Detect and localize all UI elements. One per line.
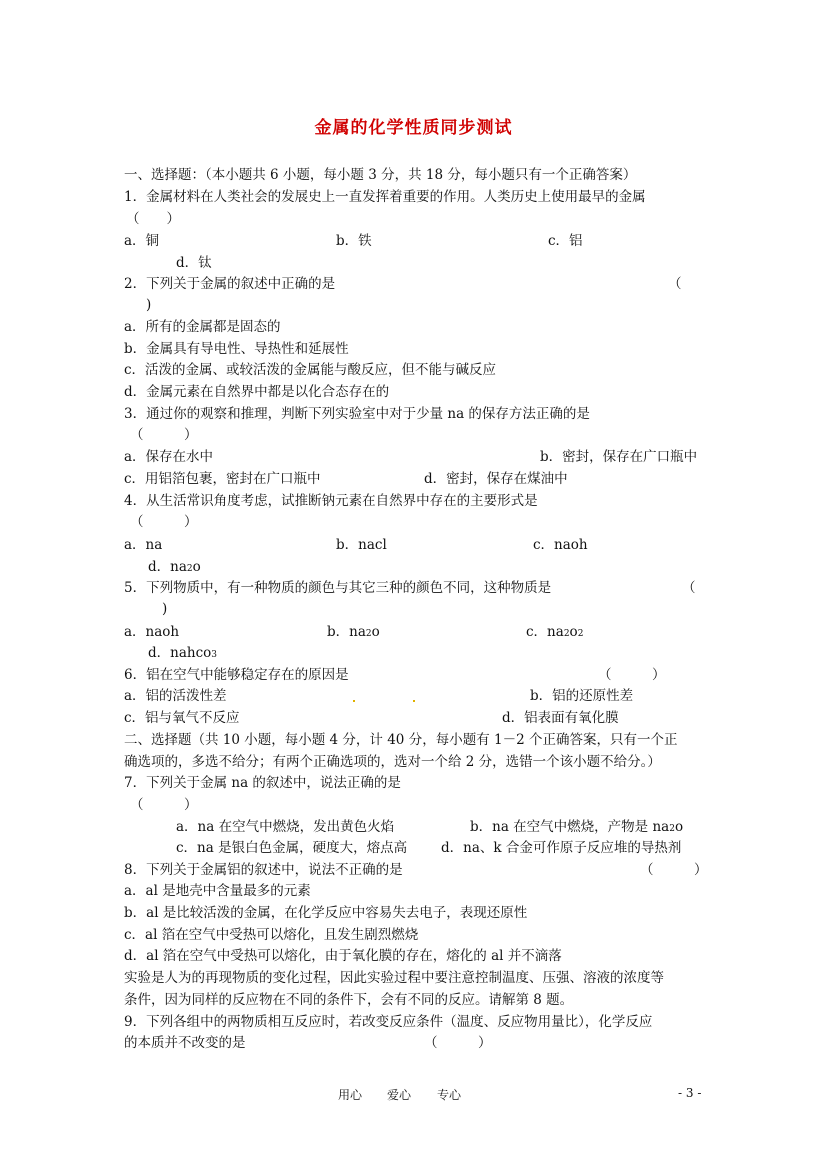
note-line-1: 实验是人为的再现物质的变化过程，因此实验过程中要注意控制温度、压强、溶液的浓度等 [124,970,664,986]
q3-option-a: a．保存在水中 [124,449,214,465]
q1-option-b: b．铁 [336,233,372,249]
q3-option-c: c．用铝箔包裹，密封在广口瓶中 [124,471,321,487]
q1-option-c: c．铝 [548,233,583,249]
q5-option-d: d．nahco3 [148,645,218,661]
q1-option-d: d．钛 [176,255,212,271]
q7-option-d: d．na、k 合金可作原子反应堆的导热剂 [441,840,682,856]
q5-paren-close: ) [162,601,168,617]
footer-word-3: 专心 [437,1088,462,1102]
q8-option-d: d．al 箔在空气中受热可以熔化，由于氧化膜的存在，熔化的 al 并不滴落 [124,948,562,964]
section2-heading-line2: 确选项的，多选不给分；有两个正确选项的，选对一个给 2 分，选错一个该小题不给分。） [124,754,661,770]
q2-paren-open: （ [668,276,682,292]
q3-option-d: d．密封，保存在煤油中 [424,471,568,487]
q1-option-a: a．铜 [124,233,160,249]
q3-paren: （ ） [130,427,198,443]
q8-paren: （ ） [640,862,708,878]
q6-option-c: c．铝与氧气不反应 [124,710,240,726]
q4-option-d: d．na2o [148,559,201,575]
q4-option-a: a．na [124,537,163,553]
q3-stem: 3．通过你的观察和推理，判断下列实验室中对于少量 na 的保存方法正确的是 [124,406,590,422]
q6-option-d: d．铝表面有氧化膜 [502,710,619,726]
q5-option-c: c．na2o2 [526,624,584,640]
q4-stem: 4．从生活常识角度考虑，试推断钠元素在自然界中存在的主要形式是 [124,493,538,509]
q4-option-c: c．naoh [533,537,588,553]
q5-stem: 5．下列物质中，有一种物质的颜色与其它三种的颜色不同，这种物质是 [124,580,552,596]
q2-option-a: a．所有的金属都是固态的 [124,319,281,335]
q5-option-a: a．naoh [124,624,180,640]
q2-option-b: b．金属具有导电性、导热性和延展性 [124,341,349,357]
q9-paren: （ ） [424,1035,492,1051]
section1-heading: 一、选择题：（本小题共 6 小题，每小题 3 分，共 18 分，每小题只有一个正确答案） [124,167,637,183]
decorative-dot [413,700,415,702]
section2-heading: 二、选择题（共 10 小题，每小题 4 分，计 40 分，每小题有 1－2 个正确答案，只有一个正 [124,732,678,748]
q7-option-b: b．na 在空气中燃烧，产物是 na2o [470,819,684,835]
q2-stem: 2．下列关于金属的叙述中正确的是 [124,276,336,292]
q5-option-b: b．na2o [327,624,380,640]
q2-paren-close: ) [146,297,152,313]
footer-word-2: 爱心 [387,1088,412,1102]
q6-option-a: a．铝的活泼性差 [124,688,227,704]
q6-stem: 6．铝在空气中能够稳定存在的原因是 [124,667,349,683]
q9-stem: 9．下列各组中的两物质相互反应时，若改变反应条件（温度、反应物用量比），化学反应 [124,1014,653,1030]
q1-paren: （ ） [126,211,180,227]
q6-option-b: b．铝的还原性差 [530,688,634,704]
q6-paren: （ ） [598,667,666,683]
q5-paren-open: （ [682,580,696,596]
q8-option-a: a．al 是地壳中含量最多的元素 [124,883,311,899]
q8-stem: 8．下列关于金属铝的叙述中，说法不正确的是 [124,862,403,878]
q3-option-b: b．密封，保存在广口瓶中 [540,449,698,465]
page-number: - 3 - [678,1086,702,1100]
note-line-2: 条件，因为同样的反应物在不同的条件下，会有不同的反应。请解第 8 题。 [124,992,574,1008]
q7-stem: 7．下列关于金属 na 的叙述中，说法正确的是 [124,775,401,791]
q4-paren: （ ） [130,514,198,530]
page-title: 金属的化学性质同步测试 [314,118,513,138]
q4-option-b: b．nacl [336,537,387,553]
q2-option-c: c．活泼的金属、或较活泼的金属能与酸反应，但不能与碱反应 [124,362,497,378]
q7-option-c: c．na 是银白色金属，硬度大，熔点高 [176,840,408,856]
q7-option-a: a．na 在空气中燃烧，发出黄色火焰 [176,819,395,835]
decorative-dot [353,700,355,702]
q8-option-c: c．al 箔在空气中受热可以熔化，且发生剧烈燃烧 [124,927,419,943]
q7-paren: （ ） [130,797,198,813]
q2-option-d: d．金属元素在自然界中都是以化合态存在的 [124,384,390,400]
q1-stem: 1．金属材料在人类社会的发展史上一直发挥着重要的作用。人类历史上使用最早的金属 [124,189,646,205]
q9-stem-line2: 的本质并不改变的是 [124,1035,246,1051]
footer-word-1: 用心 [338,1088,363,1102]
q8-option-b: b．al 是比较活泼的金属，在化学反应中容易失去电子，表现还原性 [124,905,528,921]
